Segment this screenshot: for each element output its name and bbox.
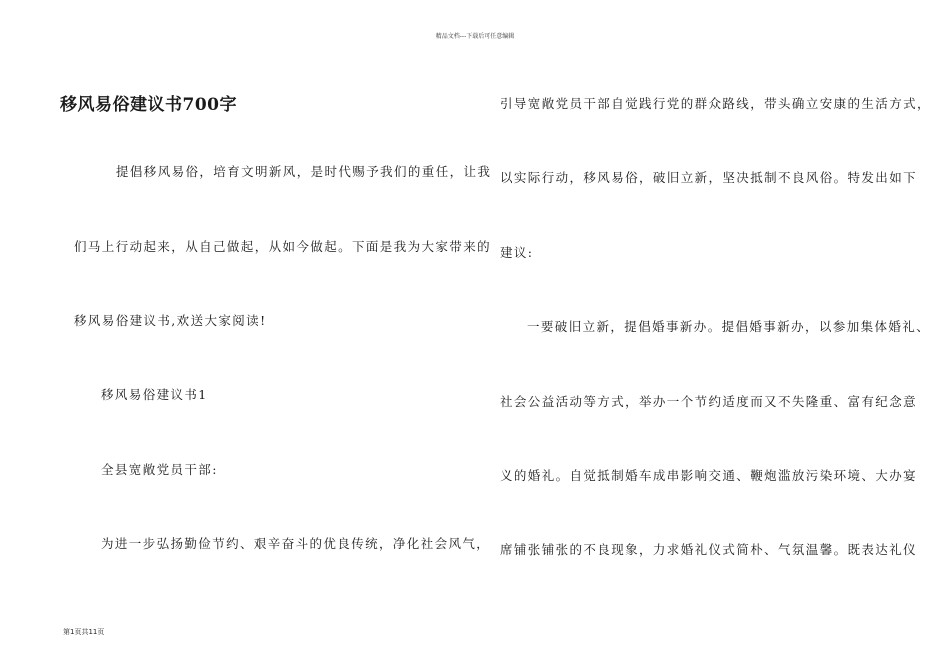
paragraph-line: 提倡移风易俗，培育文明新风，是时代赐予我们的重任，让我 <box>116 164 492 179</box>
paragraph-line: 移风易俗建议书,欢送大家阅读! <box>74 313 267 328</box>
paragraph-line: 为进一步弘扬勤俭节约、艰辛奋斗的优良传统，净化社会风气， <box>101 536 491 551</box>
paragraph-line: 建议: <box>500 245 534 260</box>
salutation: 全县宽敞党员干部: <box>101 462 218 477</box>
paragraph-line: 一要破旧立新，提倡婚事新办。提倡婚事新办，以参加集体婚礼、 <box>527 319 931 334</box>
paragraph-line: 义的婚礼。自觉抵制婚车成串影响交通、鞭炮滥放污染环境、大办宴 <box>500 468 918 483</box>
section-heading: 移风易俗建议书1 <box>101 387 208 402</box>
paragraph-line: 社会公益活动等方式，举办一个节约适度而又不失隆重、富有纪念意 <box>500 394 918 409</box>
paragraph-line: 席铺张铺张的不良现象，力求婚礼仪式简朴、气氛温馨。既表达礼仪 <box>500 542 918 557</box>
page-footer: 第1页共11页 <box>63 628 105 636</box>
page-header: 精品文档---下载后可任意编辑 <box>435 33 515 40</box>
paragraph-line: 以实际行动，移风易俗，破旧立新，坚决抵制不良风俗。特发出如下 <box>500 170 918 185</box>
paragraph-line: 们马上行动起来，从自己做起，从如今做起。下面是我为大家带来的 <box>74 239 492 254</box>
paragraph-line: 引导宽敞党员干部自觉践行党的群众路线，带头确立安康的生活方式， <box>500 96 931 111</box>
document-title: 移风易俗建议书700字 <box>60 95 237 115</box>
